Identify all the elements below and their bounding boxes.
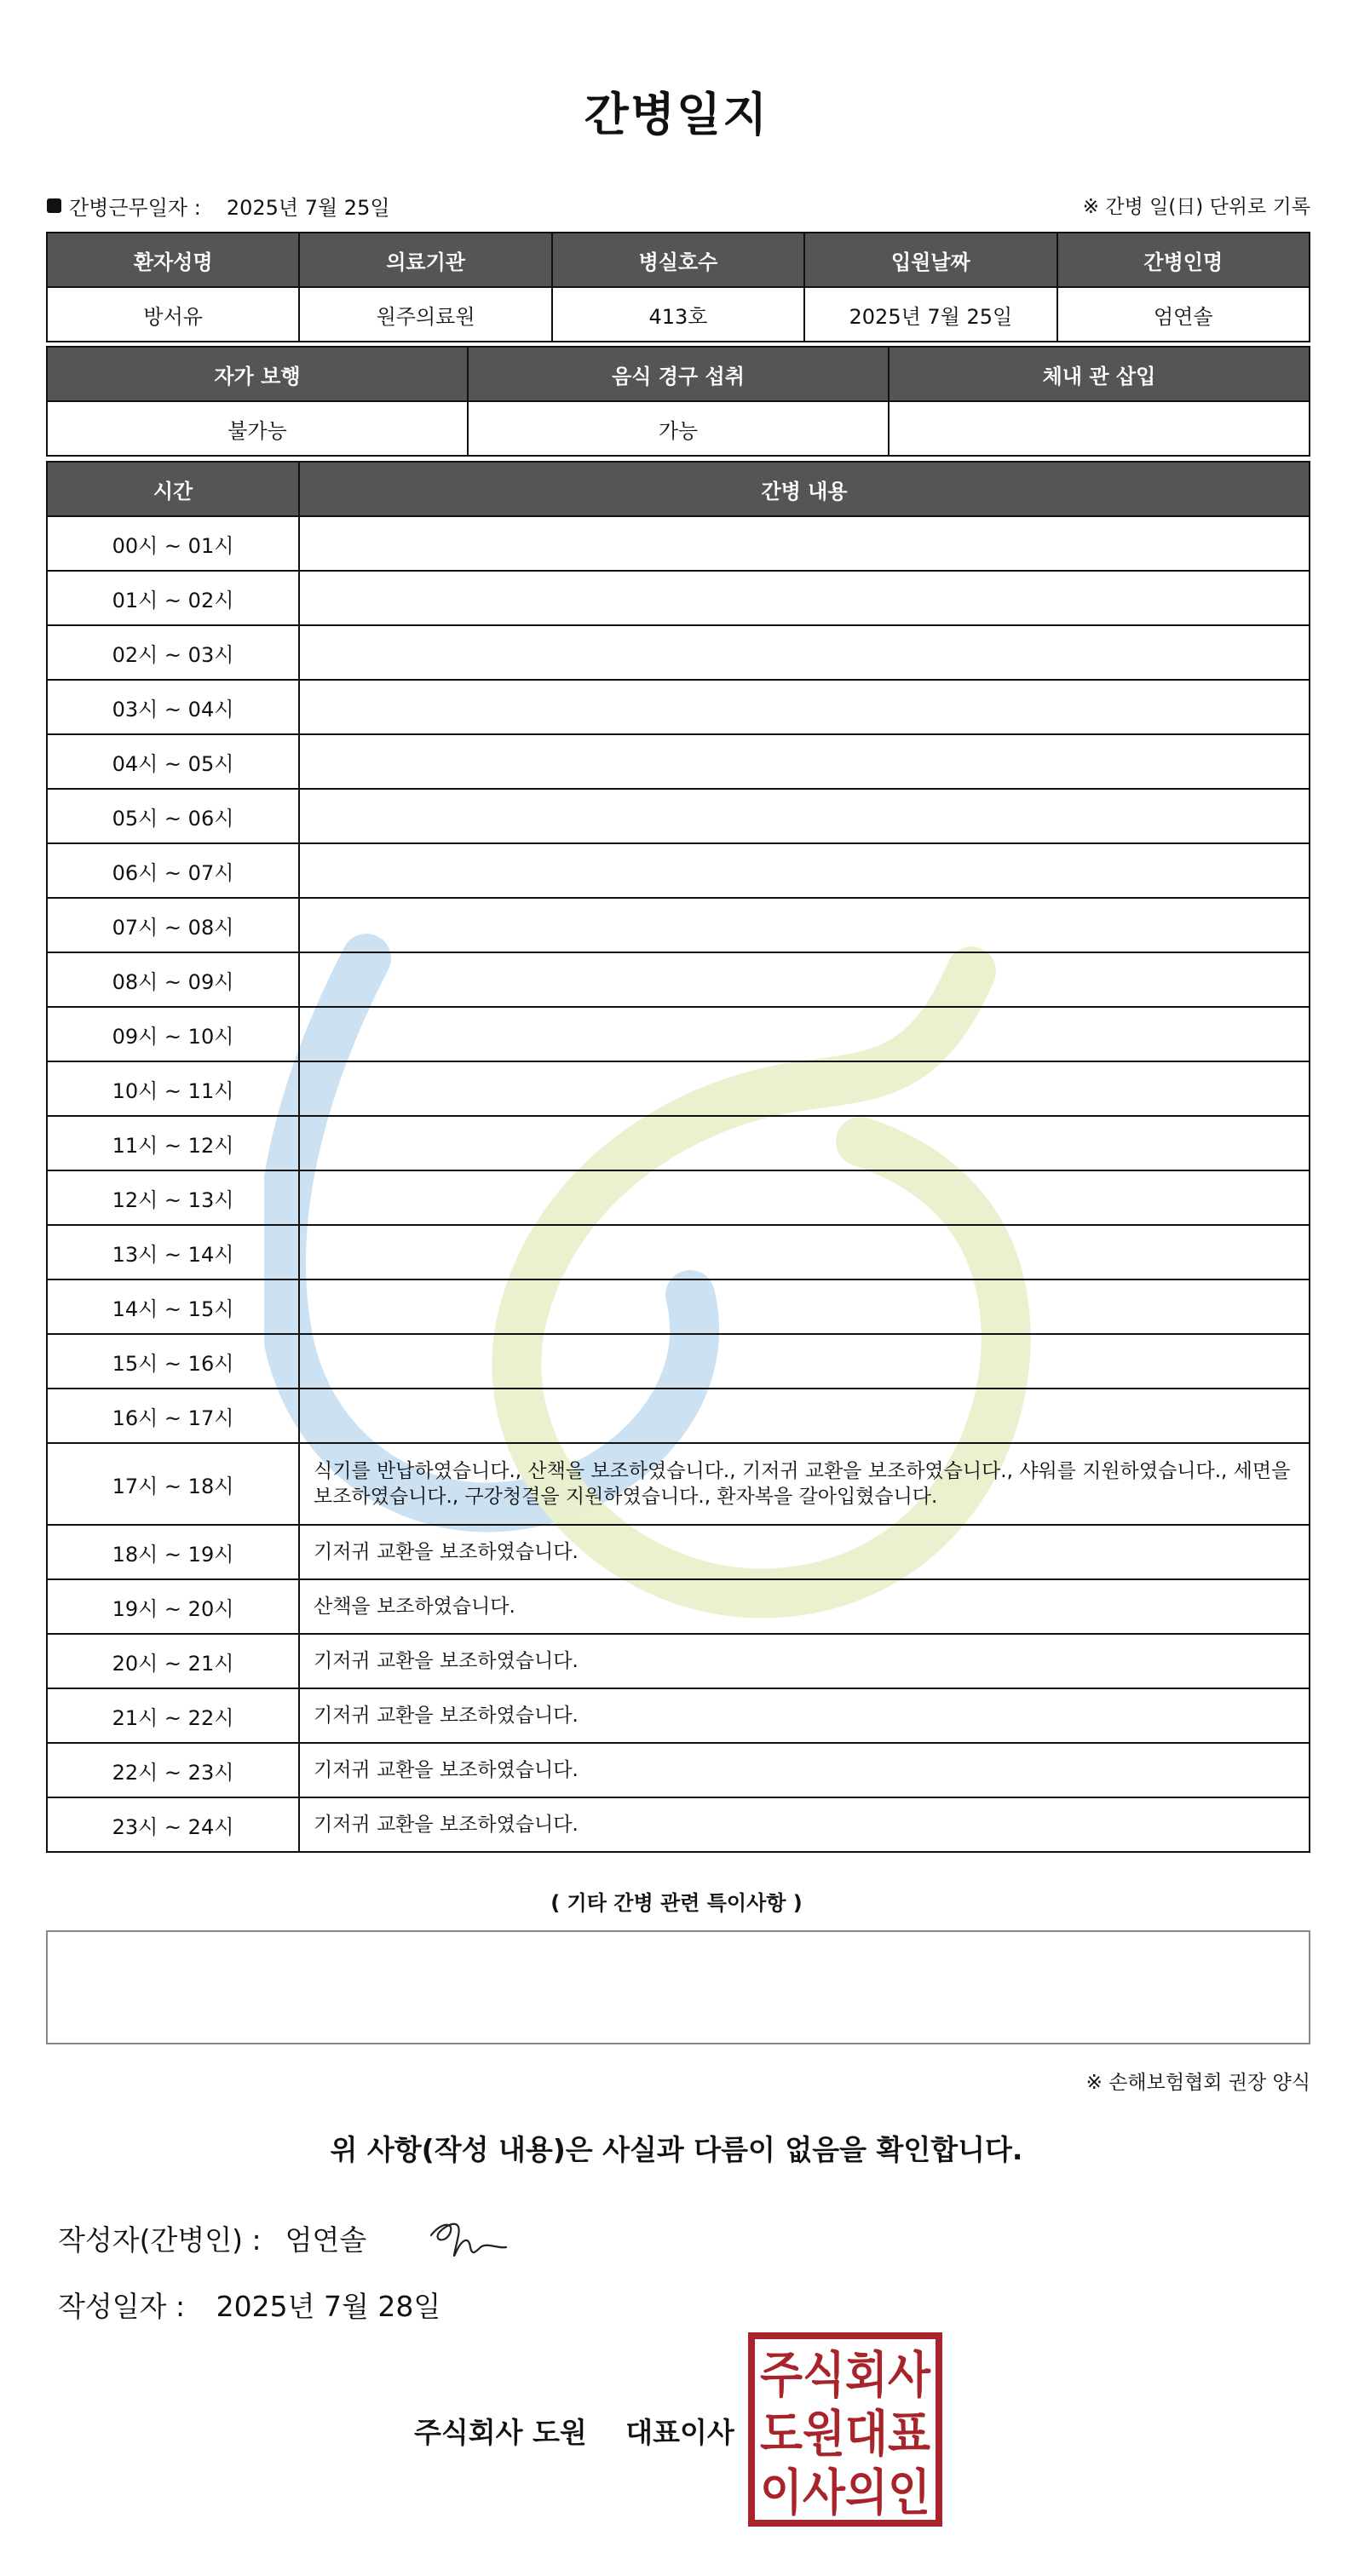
table-row [47,1061,1310,1116]
header-walking: 자가 보행 [47,347,468,401]
work-date-line [47,191,390,221]
svg-text:도원대표: 도원대표 [760,2405,930,2463]
time-slot: 11시 ~ 12시 [47,1116,299,1170]
table-row [47,516,1310,571]
care-note: 기저귀 교환을 보조하였습니다. [299,1634,1310,1688]
header-time: 시간 [47,462,299,516]
time-slot: 23시 ~ 24시 [47,1797,299,1852]
company-seal-icon [748,2332,942,2527]
care-note: 기저귀 교환을 보조하였습니다. [299,1688,1310,1743]
time-slot: 08시 ~ 09시 [47,952,299,1007]
care-log-rows [47,516,1310,1852]
author-name: 엄연솔 [285,2223,367,2257]
care-note [299,843,1310,898]
representative-title: 대표이사 [625,2416,734,2449]
time-slot: 18시 ~ 19시 [47,1525,299,1579]
time-slot: 17시 ~ 18시 [47,1443,299,1525]
care-note [299,625,1310,680]
time-slot: 10시 ~ 11시 [47,1061,299,1116]
time-slot: 21시 ~ 22시 [47,1688,299,1743]
care-note: 기저귀 교환을 보조하였습니다. [299,1525,1310,1579]
remarks-title: ( 기타 간병 관련 특이사항 ) [550,1891,803,1915]
table-row [47,571,1310,625]
care-note [299,952,1310,1007]
care-note [299,571,1310,625]
care-note [299,1225,1310,1279]
header-caregiver-name: 간병인명 [1057,233,1310,287]
time-slot: 09시 ~ 10시 [47,1007,299,1061]
header-patient-name: 환자성명 [47,233,299,287]
header-room: 병실호수 [552,233,804,287]
time-slot: 02시 ~ 03시 [47,625,299,680]
written-date-label: 작성일자 : [58,2290,186,2323]
confirm-statement: 위 사항(작성 내용)은 사실과 다름이 없음을 확인합니다. [330,2133,1023,2166]
square-bullet-icon [47,198,61,213]
company-name: 주식회사 도원 [414,2416,587,2449]
work-date-value: 2025년 7월 25일 [226,196,390,220]
table-row [47,1743,1310,1797]
svg-text:이사의인: 이사의인 [760,2464,930,2521]
written-date-line [58,2285,440,2325]
table-row [47,1634,1310,1688]
author-label: 작성자(간병인) : [58,2223,262,2257]
care-log-table [46,461,1310,1853]
care-note [299,1007,1310,1061]
care-note: 기저귀 교환을 보조하였습니다. [299,1797,1310,1852]
room-number: 413호 [552,287,804,342]
table-row [47,1389,1310,1443]
table-row [47,1225,1310,1279]
table-row [47,1334,1310,1389]
time-slot: 00시 ~ 01시 [47,516,299,571]
table-row [47,1116,1310,1170]
care-note [299,898,1310,952]
tube-insertion-status [889,401,1310,456]
care-note: 식기를 반납하였습니다., 산책을 보조하였습니다., 기저귀 교환을 보조하였습니다., 샤워를 지원하였습니다., 세면을 보조하였습니다., 구강청결을 지원하였습니다., 환자복을 갈아입혔습니다. [299,1443,1310,1525]
header-hospital: 의료기관 [299,233,551,287]
signature-icon [424,2210,510,2268]
remarks-box [46,1930,1310,2044]
recommend-note: ※ 손해보험협회 권장 양식 [1085,2072,1310,2094]
header-care-content: 간병 내용 [299,462,1310,516]
care-note [299,516,1310,571]
care-note [299,734,1310,789]
table-row [47,1279,1310,1334]
time-slot: 14시 ~ 15시 [47,1279,299,1334]
patient-info-table [46,232,1310,342]
table-row [47,734,1310,789]
author-line [58,2218,366,2258]
time-slot: 01시 ~ 02시 [47,571,299,625]
time-slot: 16시 ~ 17시 [47,1389,299,1443]
table-row [47,1688,1310,1743]
table-row [47,1525,1310,1579]
written-date-value: 2025년 7월 28일 [216,2290,441,2323]
walking-status: 불가능 [47,401,468,456]
time-slot: 20시 ~ 21시 [47,1634,299,1688]
table-row [47,1579,1310,1634]
care-note: 기저귀 교환을 보조하였습니다. [299,1743,1310,1797]
time-slot: 04시 ~ 05시 [47,734,299,789]
table-row [47,1007,1310,1061]
patient-status-table [46,346,1310,457]
time-slot: 15시 ~ 16시 [47,1334,299,1389]
table-row [47,1797,1310,1852]
care-note: 산책을 보조하였습니다. [299,1579,1310,1634]
care-note [299,1279,1310,1334]
header-admission-date: 입원날짜 [804,233,1056,287]
time-slot: 19시 ~ 20시 [47,1579,299,1634]
table-row [47,898,1310,952]
table-row [47,843,1310,898]
hospital-name: 원주의료원 [299,287,551,342]
care-note [299,680,1310,734]
care-note [299,1061,1310,1116]
oral-intake-status: 가능 [468,401,889,456]
care-note [299,1116,1310,1170]
time-slot: 06시 ~ 07시 [47,843,299,898]
time-slot: 05시 ~ 06시 [47,789,299,843]
header-oral-intake: 음식 경구 섭취 [468,347,889,401]
daily-record-note: ※ 간병 일(日) 단위로 기록 [1082,196,1310,218]
svg-text:주식회사: 주식회사 [760,2346,931,2404]
table-row [47,789,1310,843]
header-tube-insertion: 체내 관 삽입 [889,347,1310,401]
care-note [299,1389,1310,1443]
time-slot: 07시 ~ 08시 [47,898,299,952]
table-row [47,1170,1310,1225]
table-row [47,1443,1310,1525]
company-line [414,2411,734,2451]
table-row [47,952,1310,1007]
admission-date: 2025년 7월 25일 [804,287,1056,342]
work-date-label: 간병근무일자 : [69,196,201,220]
care-note [299,1170,1310,1225]
time-slot: 13시 ~ 14시 [47,1225,299,1279]
care-note [299,1334,1310,1389]
page-title: 간병일지 [584,88,769,141]
patient-name: 방서유 [47,287,299,342]
table-row [47,680,1310,734]
care-note [299,789,1310,843]
caregiver-name: 엄연솔 [1057,287,1310,342]
time-slot: 12시 ~ 13시 [47,1170,299,1225]
time-slot: 22시 ~ 23시 [47,1743,299,1797]
time-slot: 03시 ~ 04시 [47,680,299,734]
table-row [47,625,1310,680]
